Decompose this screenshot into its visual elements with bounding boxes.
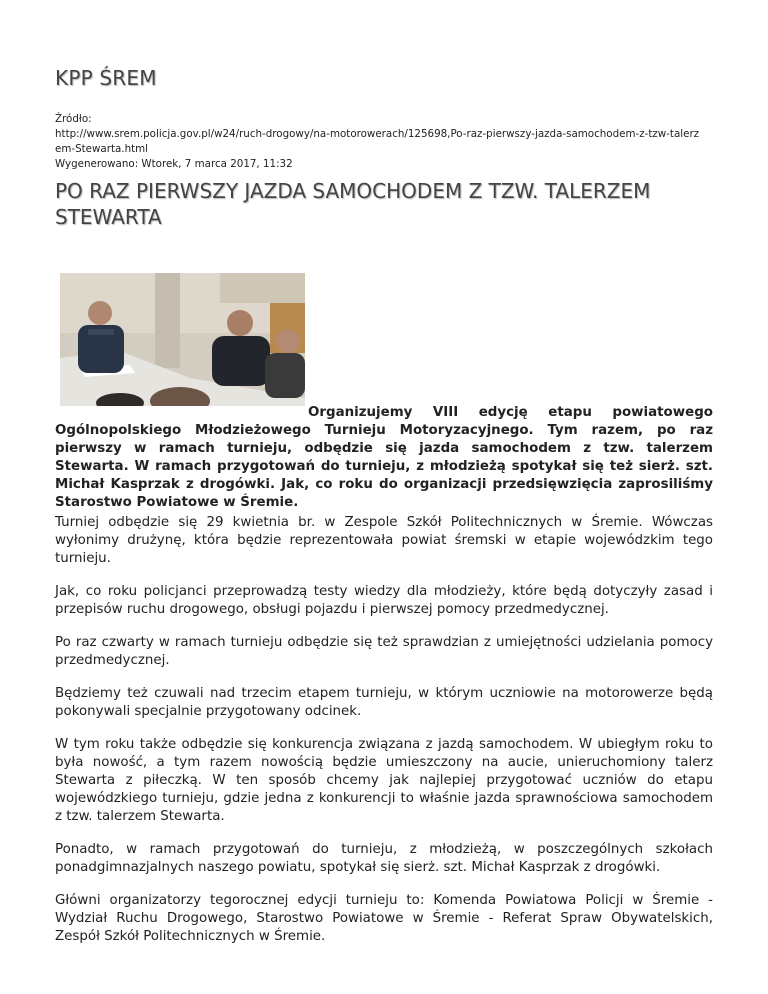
lead-text: Organizujemy VIII edycję etapu powiatowego Ogólnopolskiego Młodzieżowego Turnieju Motoryzacyjnego. Tym razem, po raz pierwszy w ramach turnieju, odbędzie się jazda samochodem z tzw. talerzem Stewarta. W ramach przygotowań do turnieju, z młodzieżą spotykał się też sierż. szt. Michał Kasprzak z drogówki. Jak, co roku do organizacji przedsięwzięcia zaprosiliśmy Starostwo Powiatowe w Śremie. [55,405,713,510]
source-url-line-1: http://www.srem.policja.gov.pl/w24/ruch-drogowy/na-motorowerach/125698,Po-raz-pierwszy-jazda-samochodem-z-tzw-talerz [55,128,700,140]
article-title: PO RAZ PIERWSZY JAZDA SAMOCHODEM Z TZW. TALERZEM STEWARTA [55,179,651,229]
generated-date: Wygenerowano: Wtorek, 7 marca 2017, 11:32 [55,158,293,170]
paragraph: Będziemy też czuwali nad trzecim etapem turnieju, w którym uczniowie na motorowerze będą pokonywali specjalnie przygotowany odcinek. [55,686,713,719]
source-label: Źródło: [55,113,92,125]
paragraph: Główni organizatorzy tegorocznej edycji turnieju to: Komenda Powiatowa Policji w Śremie - Wydział Ruchu Drogowego, Starostwo Powiatowe w Śremie - Referat Spraw Obywatelskich, Zespół Szkół Politechnicznych w Śremie. [55,893,713,944]
paragraph: Jak, co roku policjanci przeprowadzą testy wiedzy dla młodzieży, które będą dotyczyły zasad i przepisów ruchu drogowego, obsługi pojazdu i pierwszej pomocy przedmedycznej. [55,584,713,617]
article-photo [60,273,305,406]
site-title: KPP ŚREM [55,66,157,90]
source-url-line-2: em-Stewarta.html [55,143,149,155]
paragraph: Turniej odbędzie się 29 kwietnia br. w Zespole Szkół Politechnicznych w Śremie. Wówczas wyłonimy drużynę, która będzie reprezentowała powiat śremski w etapie wojewódzkim tego turnieju. [55,515,713,566]
source-meta [55,112,715,172]
article-lead [55,404,713,512]
paragraph: Po raz czwarty w ramach turnieju odbędzie się też sprawdzian z umiejętności udzielania pomocy przedmedycznej. [55,635,713,668]
paragraph: Ponadto, w ramach przygotowań do turnieju, z młodzieżą, w poszczególnych szkołach ponadgimnazjalnych naszego powiatu, spotykał się sierż. szt. Michał Kasprzak z drogówki. [55,842,713,875]
article-body [55,514,713,961]
paragraph: W tym roku także odbędzie się konkurencja związana z jazdą samochodem. W ubiegłym roku to była nowość, a tym razem nowością będzie umieszczony na aucie, unieruchomiony talerz Stewarta z piłeczką. W ten sposób chcemy jak najlepiej przygotować uczniów do etapu wojewódzkiego turnieju, gdzie jedna z konkurencji to właśnie jazda sprawnościowa samochodem z tzw. talerzem Stewarta. [55,737,713,824]
